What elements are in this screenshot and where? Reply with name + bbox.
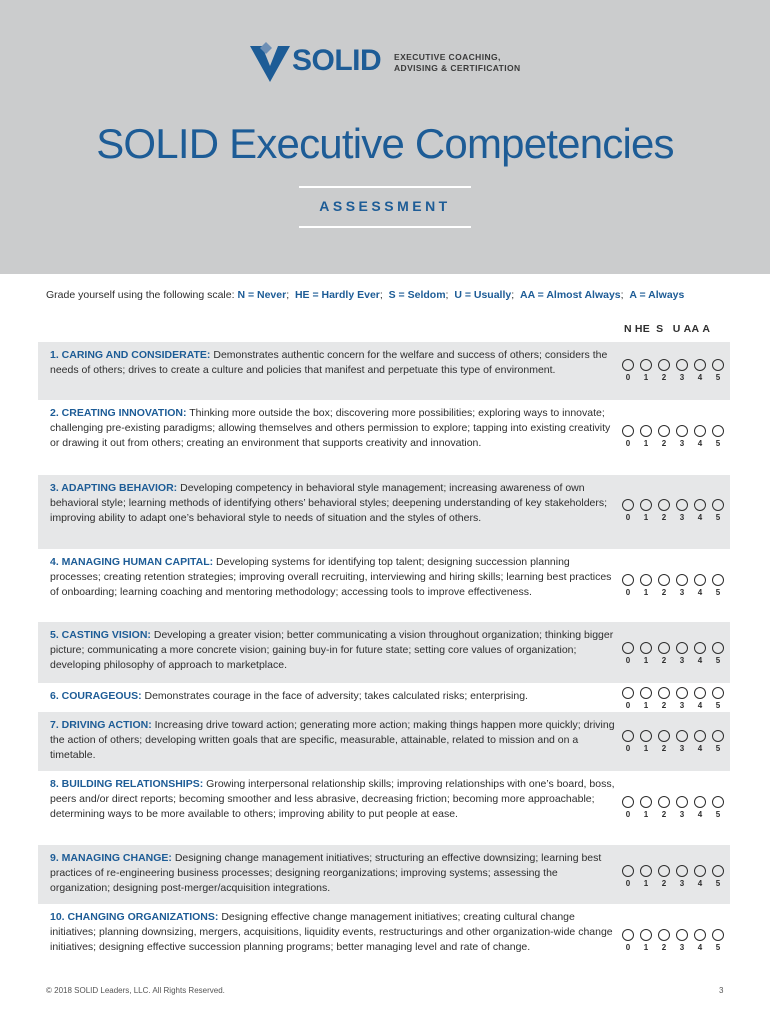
scale-hardly-ever: HE = Hardly Ever [294, 289, 380, 301]
rating-radio-5[interactable] [712, 425, 724, 437]
rating-number: 1 [643, 373, 649, 382]
rating-number: 0 [625, 943, 631, 952]
rating-number: 1 [643, 513, 649, 522]
competency-text [50, 348, 620, 378]
rating-number: 0 [625, 744, 631, 753]
rating-radio-0[interactable] [622, 730, 634, 742]
rating-radio-4[interactable] [694, 499, 706, 511]
rating-number: 5 [715, 879, 721, 888]
rating-number: 3 [679, 810, 685, 819]
rating-options [622, 796, 726, 820]
rating-radio-3[interactable] [676, 929, 688, 941]
rating-number: 0 [625, 656, 631, 665]
logo-tagline: EXECUTIVE COACHING, ADVISING & CERTIFICATION [394, 52, 521, 73]
rating-radio-4[interactable] [694, 687, 706, 699]
competency-item [38, 475, 730, 549]
rating-options [622, 425, 726, 449]
rating-radio-0[interactable] [622, 499, 634, 511]
rating-number: 5 [715, 656, 721, 665]
rating-number: 5 [715, 744, 721, 753]
competency-item [38, 771, 730, 845]
rating-radio-2[interactable] [658, 499, 670, 511]
rating-radio-0[interactable] [622, 865, 634, 877]
rating-radio-3[interactable] [676, 865, 688, 877]
rating-radio-0[interactable] [622, 359, 634, 371]
rating-radio-3[interactable] [676, 499, 688, 511]
competency-label: 5. CASTING VISION: [50, 629, 151, 641]
rating-number: 5 [715, 701, 721, 710]
rating-radio-4[interactable] [694, 865, 706, 877]
competency-text [50, 406, 620, 451]
rating-number: 5 [715, 373, 721, 382]
rating-radio-2[interactable] [658, 574, 670, 586]
competency-description: Thinking more outside the box; discovering more possibilities; exploring ways to innovate; challenging pre-existing paradigms; allowing themselves and others permission to explore; tapping into existing creativity or drawing it out from others; creating an environment that supports creativity and innovation. [50, 407, 611, 449]
competency-text [50, 628, 620, 673]
rating-number: 3 [679, 513, 685, 522]
rating-radio-5[interactable] [712, 929, 724, 941]
rating-radio-1[interactable] [640, 687, 652, 699]
scale-usually: U = Usually [454, 289, 512, 301]
rating-number: 1 [643, 439, 649, 448]
footer-copyright: © 2018 SOLID Leaders, LLC. All Rights Reserved. [46, 986, 225, 995]
competency-item [38, 549, 730, 622]
rating-number: 2 [661, 588, 667, 597]
rating-number: 5 [715, 513, 721, 522]
title-divider-bottom [299, 226, 471, 228]
rating-number: 2 [661, 879, 667, 888]
competency-description: Designing change management initiatives; structuring an effective downsizing; learning best practices of re-engineering business processes; designing reorganizations; improving systems; assessing the organization; designing post-merger/acquisition integrations. [50, 852, 602, 894]
rating-number: 5 [715, 943, 721, 952]
rating-number: 1 [643, 701, 649, 710]
competency-item [38, 683, 730, 712]
rating-radio-3[interactable] [676, 574, 688, 586]
competency-text [50, 718, 620, 763]
rating-radio-5[interactable] [712, 865, 724, 877]
rating-number: 4 [697, 701, 703, 710]
rating-radio-0[interactable] [622, 574, 634, 586]
competency-item [38, 904, 730, 978]
competency-description: Demonstrates authentic concern for the welfare and success of others; considers the needs of others; drives to create a culture and policies that manifest and perpetuate this type of environment. [50, 349, 608, 376]
rating-number: 1 [643, 744, 649, 753]
rating-number: 0 [625, 513, 631, 522]
rating-number: 2 [661, 656, 667, 665]
competency-label: 2. CREATING INNOVATION: [50, 407, 187, 419]
rating-radio-1[interactable] [640, 730, 652, 742]
rating-radio-5[interactable] [712, 574, 724, 586]
competency-label: 6. COURAGEOUS: [50, 690, 142, 702]
rating-number: 3 [679, 588, 685, 597]
rating-radio-2[interactable] [658, 730, 670, 742]
title-divider-top [299, 186, 471, 188]
page-title: SOLID Executive Competencies [96, 120, 674, 167]
rating-radio-4[interactable] [694, 359, 706, 371]
rating-radio-1[interactable] [640, 499, 652, 511]
rating-number: 1 [643, 656, 649, 665]
rating-radio-3[interactable] [676, 687, 688, 699]
rating-radio-2[interactable] [658, 425, 670, 437]
rating-number: 0 [625, 373, 631, 382]
rating-radio-5[interactable] [712, 359, 724, 371]
rating-number: 4 [697, 373, 703, 382]
header-banner [0, 0, 770, 274]
rating-number: 5 [715, 810, 721, 819]
rating-number: 4 [697, 656, 703, 665]
competency-item [38, 845, 730, 904]
rating-number: 4 [697, 588, 703, 597]
scale-never: N = Never [237, 289, 287, 301]
competency-label: 4. MANAGING HUMAN CAPITAL: [50, 556, 214, 568]
competency-text [50, 851, 620, 896]
rating-radio-1[interactable] [640, 796, 652, 808]
rating-radio-4[interactable] [694, 574, 706, 586]
rating-number: 1 [643, 810, 649, 819]
competency-text [50, 555, 620, 600]
rating-number: 1 [643, 879, 649, 888]
competency-description: Increasing drive toward action; generating more action; making things happen more quickly; driving the action of others; developing written goals that are specific, measurable, attainable, related to mission and on a timetable. [50, 719, 615, 761]
competency-description: Demonstrates courage in the face of adversity; takes calculated risks; enterprising. [141, 690, 528, 702]
rating-options [622, 730, 726, 754]
rating-number: 3 [679, 373, 685, 382]
logo-wordmark: SOLID [292, 44, 382, 77]
competency-label: 7. DRIVING ACTION: [50, 719, 152, 731]
rating-radio-4[interactable] [694, 796, 706, 808]
competency-description: Growing interpersonal relationship skills; improving relationships with one’s board, boss, peers and/or direct reports; becoming smoother and less abrasive, decreasing friction; becoming more approachable; determining ways to be more available to others; improving ability to put people at ease. [50, 778, 615, 820]
rating-number: 2 [661, 439, 667, 448]
rating-options [622, 574, 726, 598]
rating-radio-1[interactable] [640, 425, 652, 437]
scale-seldom: S = Seldom [388, 289, 446, 301]
rating-number: 3 [679, 439, 685, 448]
rating-radio-2[interactable] [658, 796, 670, 808]
page-subtitle: ASSESSMENT [319, 198, 451, 214]
rating-radio-2[interactable] [658, 929, 670, 941]
competency-item [38, 622, 730, 683]
rating-number: 4 [697, 439, 703, 448]
competency-item [38, 400, 730, 475]
rating-column-headers: N HE S U AA A [624, 323, 711, 335]
rating-number: 3 [679, 656, 685, 665]
competency-label: 1. CARING AND CONSIDERATE: [50, 349, 211, 361]
rating-number: 0 [625, 439, 631, 448]
competency-label: 10. CHANGING ORGANIZATIONS: [50, 911, 219, 923]
page-number: 3 [719, 986, 724, 995]
rating-radio-0[interactable] [622, 929, 634, 941]
rating-radio-1[interactable] [640, 359, 652, 371]
rating-radio-3[interactable] [676, 359, 688, 371]
rating-radio-4[interactable] [694, 730, 706, 742]
grading-scale: Grade yourself using the following scale: N = Never; HE = Hardly Ever; S = Seldom; U = Usually; AA = Almost Always; A = Always [46, 289, 685, 301]
rating-number: 3 [679, 701, 685, 710]
rating-number: 0 [625, 588, 631, 597]
solid-v-mark-icon [248, 40, 292, 84]
rating-number: 4 [697, 744, 703, 753]
competency-label: 8. BUILDING RELATIONSHIPS: [50, 778, 204, 790]
rating-options [622, 642, 726, 666]
competency-description: Designing effective change management initiatives; creating cultural change initiatives; planning downsizing, mergers, acquisitions, liquidity events, restructurings and other organization-wide change initiatives; designing effective succession planning programs; better managing level and rate of change. [50, 911, 613, 953]
rating-radio-4[interactable] [694, 642, 706, 654]
competency-description: Developing competency in behavioral style management; increasing awareness of own behavioral style; learning methods of identifying others’ behavioral styles; deepening understanding of key stakeholders; improving ability to adapt one’s behavioral style to needs of situation and the styles of others. [50, 482, 608, 524]
scale-almost-always: AA = Almost Always [519, 289, 621, 301]
competency-item [38, 712, 730, 771]
rating-number: 5 [715, 439, 721, 448]
competency-item [38, 342, 730, 400]
rating-number: 4 [697, 810, 703, 819]
competency-description: Developing a greater vision; better communicating a vision throughout organization; thinking bigger picture; communicating a more concrete vision; gaining buy-in for future state; setting core values of organization; developing philosophy of approach to marketplace. [50, 629, 614, 671]
rating-radio-1[interactable] [640, 929, 652, 941]
rating-radio-4[interactable] [694, 425, 706, 437]
competency-label: 9. MANAGING CHANGE: [50, 852, 172, 864]
rating-number: 0 [625, 810, 631, 819]
rating-options [622, 865, 726, 889]
rating-number: 2 [661, 701, 667, 710]
rating-radio-5[interactable] [712, 796, 724, 808]
rating-radio-2[interactable] [658, 642, 670, 654]
rating-radio-1[interactable] [640, 865, 652, 877]
rating-number: 3 [679, 879, 685, 888]
rating-radio-0[interactable] [622, 687, 634, 699]
rating-number: 0 [625, 879, 631, 888]
competency-text [50, 689, 620, 704]
rating-radio-1[interactable] [640, 574, 652, 586]
rating-radio-0[interactable] [622, 796, 634, 808]
competency-text [50, 777, 620, 822]
logo [248, 40, 538, 84]
competency-label: 3. ADAPTING BEHAVIOR: [50, 482, 178, 494]
competency-description: Developing systems for identifying top talent; designing succession planning processes; creating retention strategies; improving overall recruiting, interviewing and hiring skills; learning best practices of onboarding; learning coaching and mentoring methodology; accessing tools to improve effectiveness. [50, 556, 612, 598]
rating-number: 4 [697, 943, 703, 952]
rating-radio-0[interactable] [622, 642, 634, 654]
rating-number: 3 [679, 943, 685, 952]
rating-number: 4 [697, 879, 703, 888]
competency-text [50, 910, 620, 955]
rating-options [622, 499, 726, 523]
rating-radio-2[interactable] [658, 865, 670, 877]
rating-number: 2 [661, 810, 667, 819]
rating-radio-5[interactable] [712, 687, 724, 699]
rating-radio-1[interactable] [640, 642, 652, 654]
scale-always: A = Always [629, 289, 685, 301]
rating-radio-5[interactable] [712, 642, 724, 654]
rating-radio-3[interactable] [676, 642, 688, 654]
rating-radio-2[interactable] [658, 687, 670, 699]
rating-number: 1 [643, 943, 649, 952]
rating-number: 1 [643, 588, 649, 597]
rating-radio-3[interactable] [676, 730, 688, 742]
rating-radio-0[interactable] [622, 425, 634, 437]
rating-radio-5[interactable] [712, 499, 724, 511]
rating-number: 3 [679, 744, 685, 753]
rating-radio-4[interactable] [694, 929, 706, 941]
rating-number: 5 [715, 588, 721, 597]
rating-radio-2[interactable] [658, 359, 670, 371]
rating-number: 2 [661, 744, 667, 753]
rating-number: 2 [661, 943, 667, 952]
rating-number: 4 [697, 513, 703, 522]
rating-radio-3[interactable] [676, 425, 688, 437]
rating-options [622, 359, 726, 383]
rating-number: 2 [661, 373, 667, 382]
rating-number: 0 [625, 701, 631, 710]
rating-radio-5[interactable] [712, 730, 724, 742]
competency-text [50, 481, 620, 526]
rating-options [622, 687, 726, 711]
rating-options [622, 929, 726, 953]
rating-radio-3[interactable] [676, 796, 688, 808]
rating-number: 2 [661, 513, 667, 522]
